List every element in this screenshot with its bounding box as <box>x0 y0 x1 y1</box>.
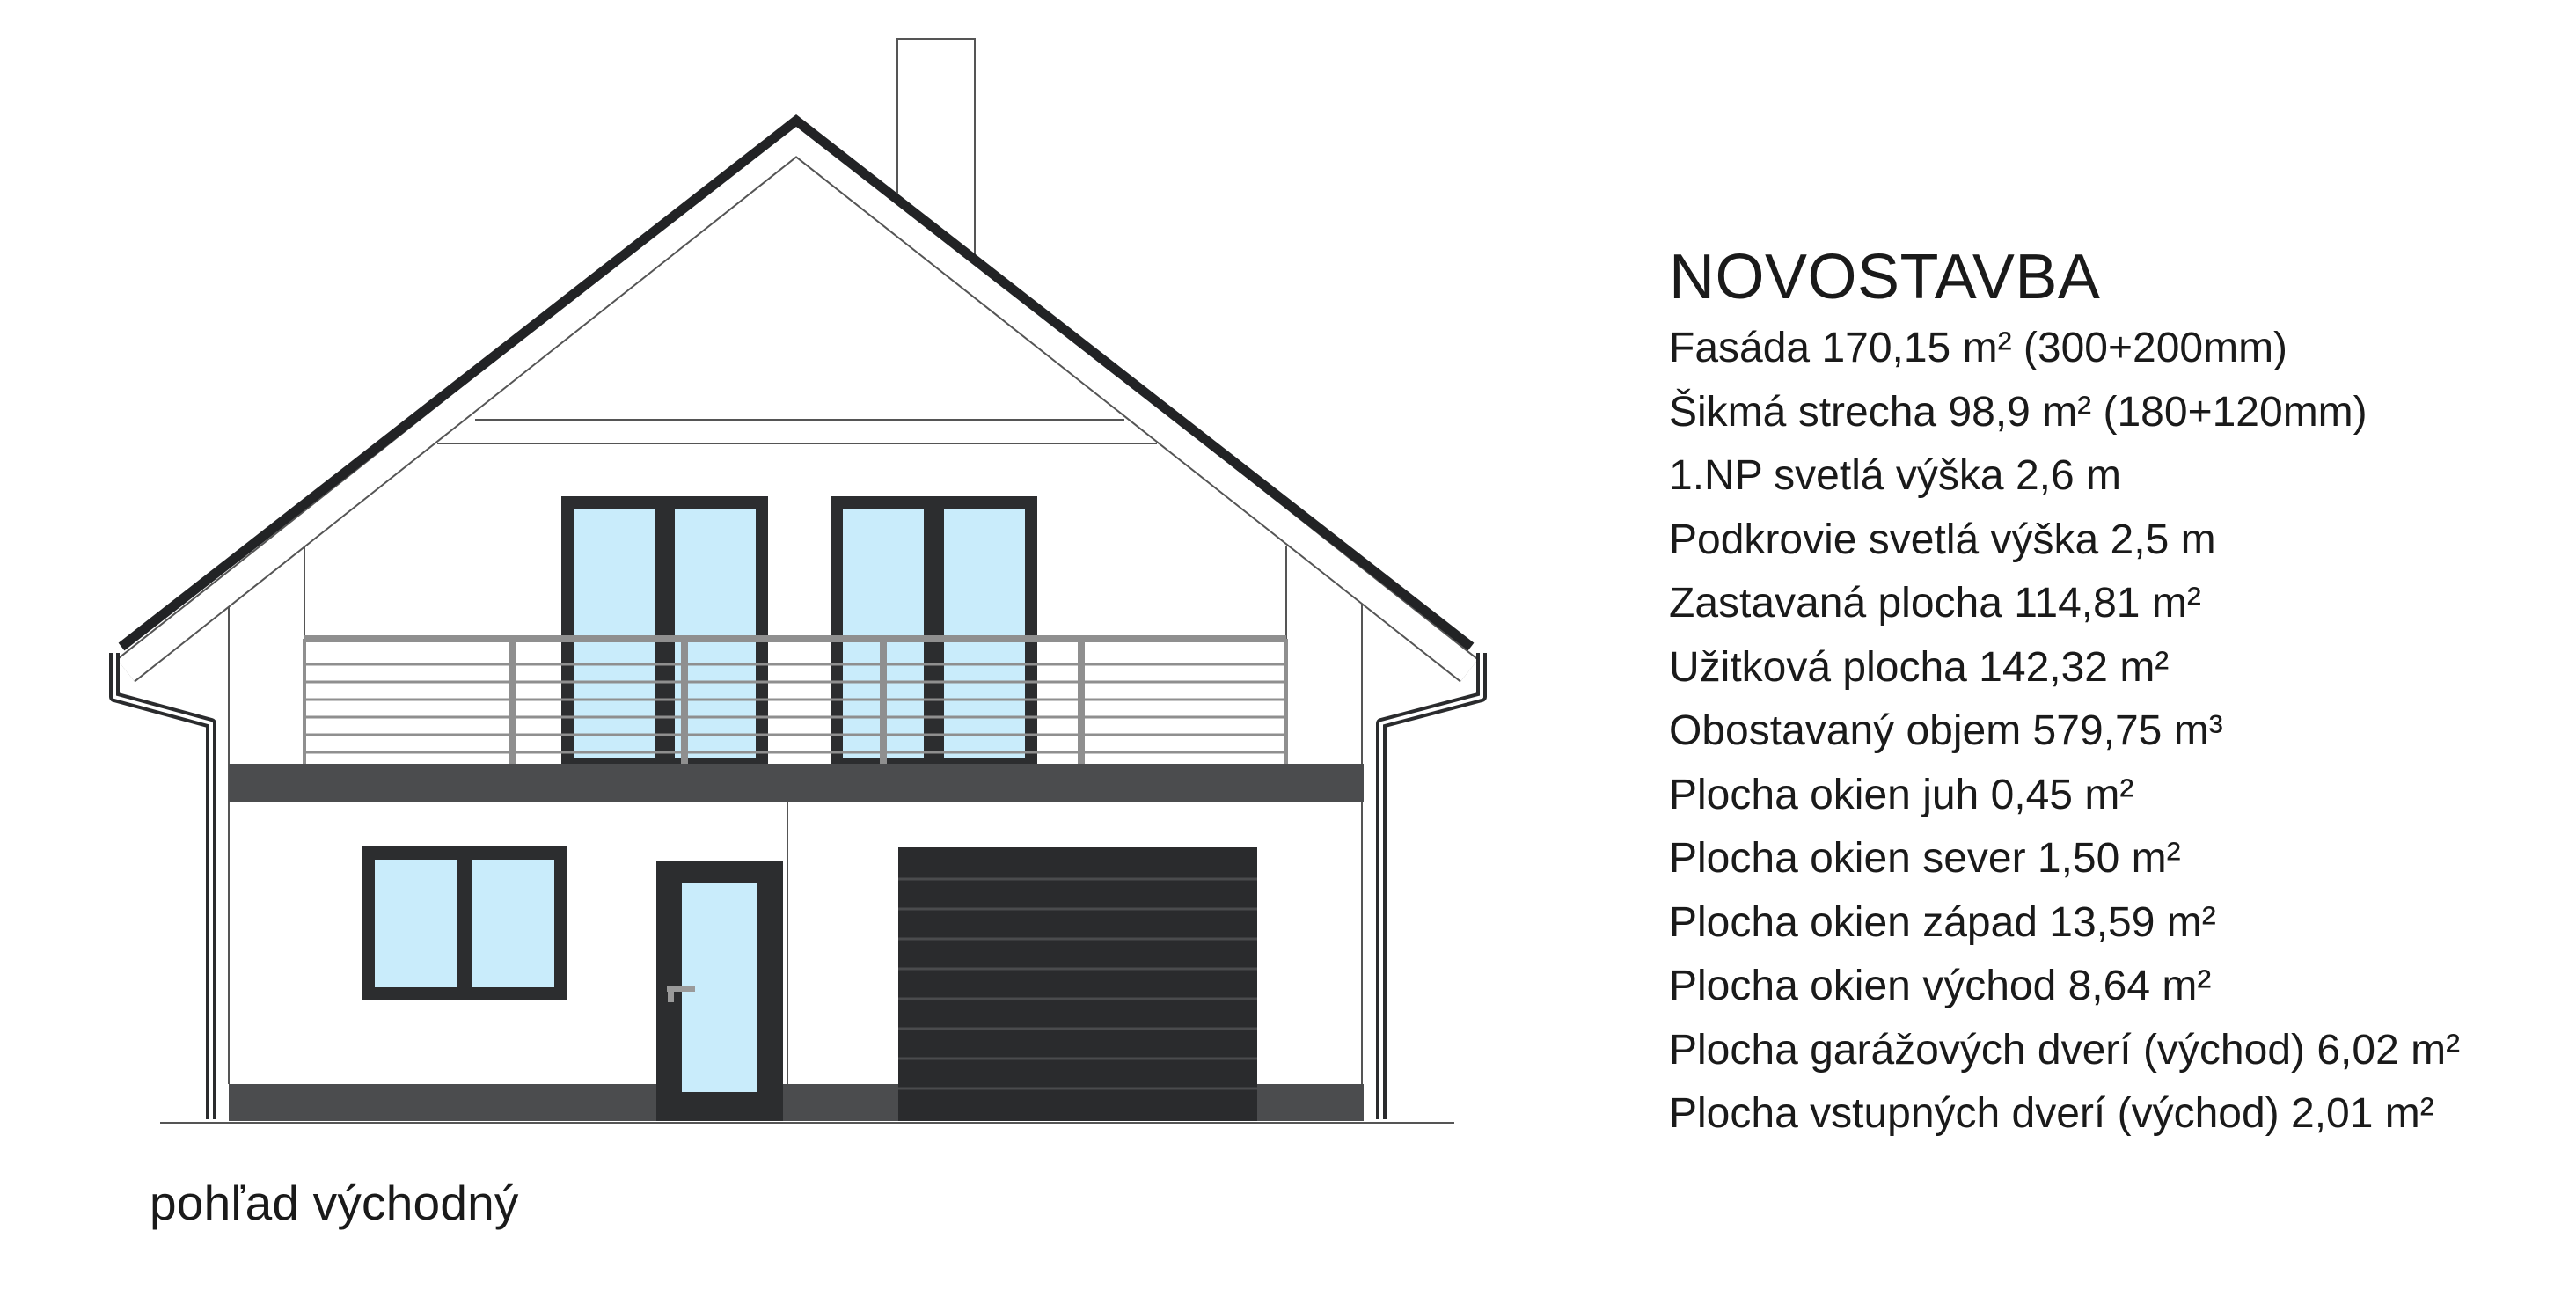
spec-windows-west: Plocha okien západ 13,59 m² <box>1669 898 2216 946</box>
spec-usable-area: Užitková plocha 142,32 m² <box>1669 643 2170 691</box>
spec-windows-north: Plocha okien sever 1,50 m² <box>1669 835 2181 882</box>
spec-garage-door-area: Plocha garážových dverí (východ) 6,02 m² <box>1669 1026 2461 1074</box>
spec-built-up-area: Zastavaná plocha 114,81 m² <box>1669 580 2201 627</box>
door-handle <box>667 986 695 992</box>
spec-entrance-door-area: Plocha vstupných dverí (východ) 2,01 m² <box>1669 1090 2434 1137</box>
spec-attic-height: Podkrovie svetlá výška 2,5 m <box>1669 516 2216 563</box>
attic-balcony-door-right <box>831 496 1037 764</box>
project-title: NOVOSTAVBA <box>1669 242 2101 312</box>
attic-balcony-door-left <box>561 496 768 764</box>
spec-roof-area: Šikmá strecha 98,9 m² (180+120mm) <box>1669 388 2367 436</box>
info-panel <box>1669 238 2558 1147</box>
ground-floor-window <box>362 846 567 1000</box>
downpipe-right <box>1381 653 1482 1119</box>
spec-windows-east: Plocha okien východ 8,64 m² <box>1669 963 2212 1009</box>
view-label: pohľad východný <box>150 1176 519 1230</box>
spec-facade-area: Fasáda 170,15 m² (300+200mm) <box>1669 325 2288 371</box>
spec-ground-floor-height: 1.NP svetlá výška 2,6 m <box>1669 452 2121 499</box>
balcony-slab <box>229 764 1364 802</box>
garage-door <box>898 847 1257 1121</box>
spec-windows-south: Plocha okien juh 0,45 m² <box>1669 771 2134 818</box>
spec-built-volume: Obostavaný objem 579,75 m³ <box>1669 707 2223 754</box>
entrance-door <box>656 861 783 1121</box>
downpipe-left <box>114 653 211 1119</box>
spec-list <box>1669 317 2558 1147</box>
